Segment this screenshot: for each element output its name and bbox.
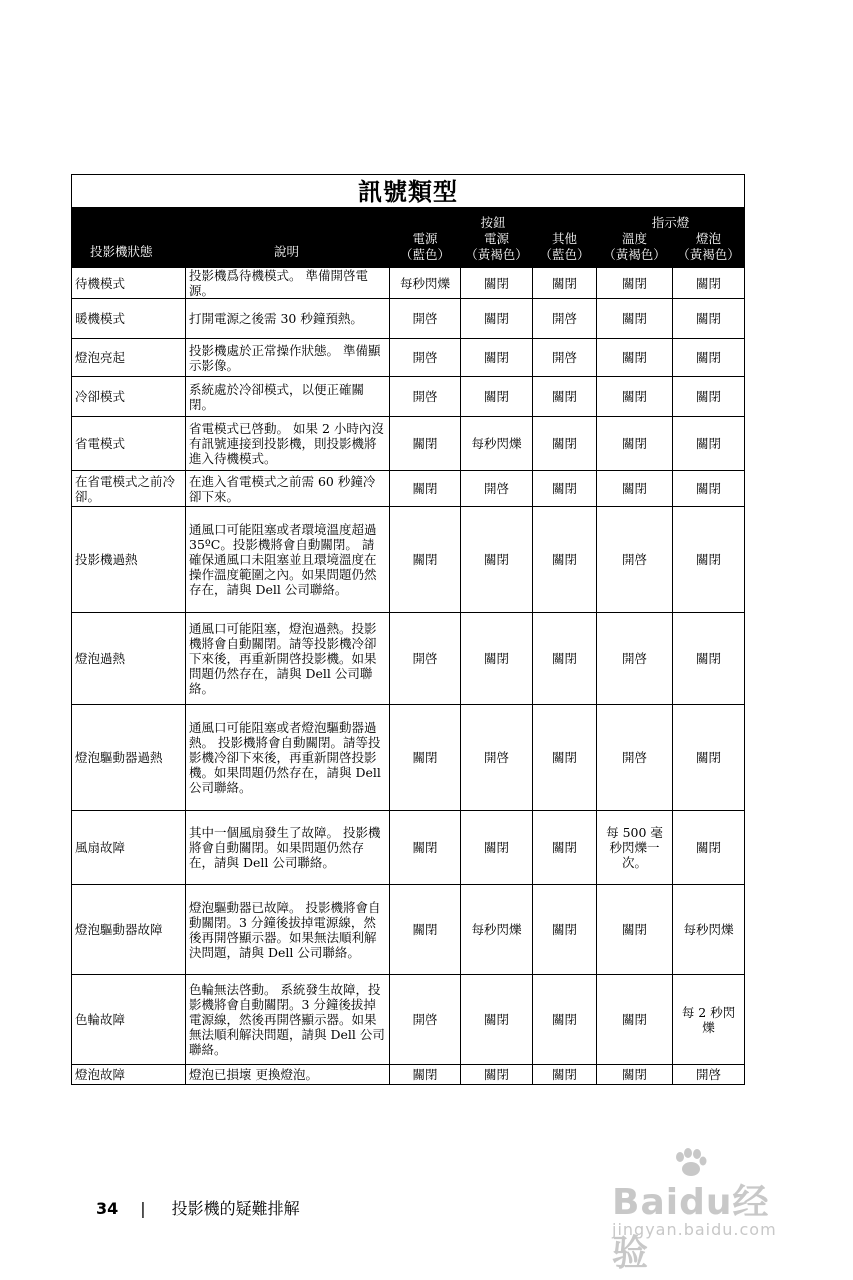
row-state: 省電模式 [72, 417, 186, 471]
header-column-name: 電源 [412, 231, 438, 246]
row-description: 其中一個風扇發生了故障。 投影機將會自動關閉。如果問題仍然存在，請與 Dell 公司聯絡。 [186, 811, 390, 885]
row-indicator-value: 關閉 [461, 299, 533, 339]
table-title: 訊號類型 [72, 175, 745, 208]
row-indicator-value: 關閉 [390, 811, 461, 885]
row-indicator-value: 開啓 [597, 613, 673, 705]
row-state: 待機模式 [72, 268, 186, 299]
watermark-url: jingyan.baidu.com [612, 1220, 777, 1239]
header-column [673, 231, 745, 268]
table-body [72, 268, 745, 1085]
row-indicator-value: 開啓 [390, 299, 461, 339]
row-indicator-value: 關閉 [461, 975, 533, 1065]
row-indicator-value: 關閉 [461, 268, 533, 299]
row-indicator-value: 關閉 [390, 1065, 461, 1085]
header-column-name: 電源 [483, 231, 509, 246]
row-indicator-value: 關閉 [597, 417, 673, 471]
row-description: 通風口可能阻塞，燈泡過熱。投影機將會自動關閉。請等投影機冷卻下來後，再重新開啓投影機。如果問題仍然存在，請與 Dell 公司聯絡。 [186, 613, 390, 705]
row-indicator-value: 開啓 [390, 975, 461, 1065]
row-indicator-value: 每秒閃爍 [461, 885, 533, 975]
row-indicator-value: 開啓 [390, 339, 461, 377]
row-indicator-value: 開啓 [461, 705, 533, 811]
table-row [72, 377, 745, 417]
row-indicator-value: 關閉 [461, 377, 533, 417]
row-indicator-value: 關閉 [673, 471, 745, 507]
row-state: 風扇故障 [72, 811, 186, 885]
row-description: 燈泡驅動器已故障。 投影機將會自動關閉。3 分鐘後拔掉電源線，然後再開啓顯示器。如果無法順利解決問題，請與 Dell 公司聯絡。 [186, 885, 390, 975]
row-indicator-value: 關閉 [597, 1065, 673, 1085]
header-column-color: （黃褐色） [465, 247, 528, 262]
row-indicator-value: 關閉 [533, 507, 597, 613]
row-indicator-value: 關閉 [673, 339, 745, 377]
row-indicator-value: 關閉 [533, 377, 597, 417]
table-row [72, 613, 745, 705]
row-state: 燈泡驅動器故障 [72, 885, 186, 975]
row-indicator-value: 每 500 毫秒閃爍一次。 [597, 811, 673, 885]
row-state: 暖機模式 [72, 299, 186, 339]
row-indicator-value: 每 2 秒閃爍 [673, 975, 745, 1065]
row-indicator-value: 關閉 [673, 613, 745, 705]
row-indicator-value: 關閉 [673, 299, 745, 339]
row-description: 投影機爲待機模式。 準備開啓電源。 [186, 268, 390, 299]
row-indicator-value: 關閉 [461, 613, 533, 705]
footer-separator: | [140, 1199, 146, 1218]
table-row [72, 705, 745, 811]
row-indicator-value: 關閉 [673, 811, 745, 885]
header-group-row [72, 208, 745, 231]
row-indicator-value: 關閉 [533, 1065, 597, 1085]
row-indicator-value: 開啓 [461, 471, 533, 507]
row-state: 燈泡故障 [72, 1065, 186, 1085]
table-row [72, 417, 745, 471]
header-column [461, 231, 533, 268]
row-indicator-value: 關閉 [533, 471, 597, 507]
row-indicator-value: 關閉 [673, 268, 745, 299]
row-indicator-value: 關閉 [461, 811, 533, 885]
header-group-indicator: 指示燈 [597, 208, 745, 231]
table-row [72, 1065, 745, 1085]
row-indicator-value: 開啓 [533, 339, 597, 377]
row-state: 在省電模式之前冷卻。 [72, 471, 186, 507]
header-column-color: （藍色） [539, 247, 590, 262]
row-indicator-value: 關閉 [390, 705, 461, 811]
row-description: 通風口可能阻塞或者燈泡驅動器過熱。 投影機將會自動關閉。請等投影機冷卻下來後，再重新開啓投影機。如果問題仍然存在，請與 Dell 公司聯絡。 [186, 705, 390, 811]
header-column-name: 其他 [551, 231, 577, 246]
row-indicator-value: 關閉 [597, 268, 673, 299]
row-description: 投影機處於正常操作狀態。 準備顯示影像。 [186, 339, 390, 377]
row-indicator-value: 關閉 [533, 268, 597, 299]
header-column-color: （黃褐色） [603, 247, 666, 262]
row-indicator-value: 開啓 [673, 1065, 745, 1085]
row-indicator-value: 關閉 [533, 885, 597, 975]
row-description: 系統處於冷卻模式，以便正確關閉。 [186, 377, 390, 417]
row-indicator-value: 關閉 [533, 811, 597, 885]
row-indicator-value: 關閉 [533, 613, 597, 705]
row-indicator-value: 開啓 [597, 705, 673, 811]
row-description: 通風口可能阻塞或者環境溫度超過 35ºC。投影機將會自動關閉。 請確保通風口未阻塞並且環境溫度在操作溫度範圍之內。如果問題仍然存在，請與 Dell 公司聯絡。 [186, 507, 390, 613]
row-indicator-value: 開啓 [390, 613, 461, 705]
header-description: 說明 [186, 208, 390, 268]
row-state: 燈泡驅動器過熱 [72, 705, 186, 811]
section-title: 投影機的疑難排解 [171, 1199, 300, 1218]
header-column-color: （黃褐色） [677, 247, 740, 262]
row-indicator-value: 關閉 [390, 507, 461, 613]
row-description: 色輪無法啓動。 系統發生故障，投影機將會自動關閉。3 分鐘後拔掉電源線，然後再開啓顯示器。如果無法順利解決問題，請與 Dell 公司聯絡。 [186, 975, 390, 1065]
row-description: 在進入省電模式之前需 60 秒鐘冷卻下來。 [186, 471, 390, 507]
header-group-button: 按鈕 [390, 208, 597, 231]
row-indicator-value: 關閉 [461, 1065, 533, 1085]
page-footer [96, 1196, 300, 1219]
row-indicator-value: 關閉 [390, 471, 461, 507]
row-indicator-value: 開啓 [390, 377, 461, 417]
watermark-brand: Baidu经验 [612, 1182, 770, 1274]
row-description: 打開電源之後需 30 秒鐘預熱。 [186, 299, 390, 339]
row-state: 燈泡亮起 [72, 339, 186, 377]
header-column [390, 231, 461, 268]
table-row [72, 975, 745, 1065]
header-column [533, 231, 597, 268]
row-indicator-value: 關閉 [461, 507, 533, 613]
row-state: 投影機過熱 [72, 507, 186, 613]
row-indicator-value: 關閉 [673, 507, 745, 613]
row-indicator-value: 關閉 [597, 377, 673, 417]
table-row [72, 507, 745, 613]
header-column-name: 燈泡 [696, 231, 722, 246]
table-row [72, 268, 745, 299]
table-row [72, 471, 745, 507]
watermark [606, 1148, 806, 1274]
row-indicator-value: 關閉 [533, 417, 597, 471]
header-column-color: （藍色） [399, 247, 450, 262]
row-indicator-value: 關閉 [390, 885, 461, 975]
table-row [72, 299, 745, 339]
row-state: 色輪故障 [72, 975, 186, 1065]
row-description: 燈泡已損壞 更換燈泡。 [186, 1065, 390, 1085]
row-indicator-value: 關閉 [597, 975, 673, 1065]
table-row [72, 811, 745, 885]
signal-table-container [71, 174, 744, 1085]
row-description: 省電模式已啓動。 如果 2 小時內沒有訊號連接到投影機，則投影機將進入待機模式。 [186, 417, 390, 471]
row-indicator-value: 關閉 [597, 885, 673, 975]
table-row [72, 339, 745, 377]
row-indicator-value: 每秒閃爍 [673, 885, 745, 975]
row-indicator-value: 關閉 [597, 339, 673, 377]
row-indicator-value: 關閉 [461, 339, 533, 377]
row-indicator-value: 關閉 [673, 377, 745, 417]
row-indicator-value: 每秒閃爍 [390, 268, 461, 299]
row-indicator-value: 開啓 [597, 507, 673, 613]
row-indicator-value: 關閉 [597, 471, 673, 507]
header-column [597, 231, 673, 268]
row-indicator-value: 關閉 [390, 417, 461, 471]
row-indicator-value: 關閉 [533, 975, 597, 1065]
row-indicator-value: 開啓 [533, 299, 597, 339]
row-indicator-value: 關閉 [533, 705, 597, 811]
row-indicator-value: 關閉 [597, 299, 673, 339]
row-indicator-value: 關閉 [673, 705, 745, 811]
table-row [72, 885, 745, 975]
row-indicator-value: 每秒閃爍 [461, 417, 533, 471]
header-state: 投影機狀態 [72, 208, 186, 268]
row-indicator-value: 關閉 [673, 417, 745, 471]
header-column-name: 溫度 [621, 231, 647, 246]
page-number: 34 [96, 1199, 119, 1218]
row-state: 冷卻模式 [72, 377, 186, 417]
signal-table [71, 174, 745, 1085]
row-state: 燈泡過熱 [72, 613, 186, 705]
